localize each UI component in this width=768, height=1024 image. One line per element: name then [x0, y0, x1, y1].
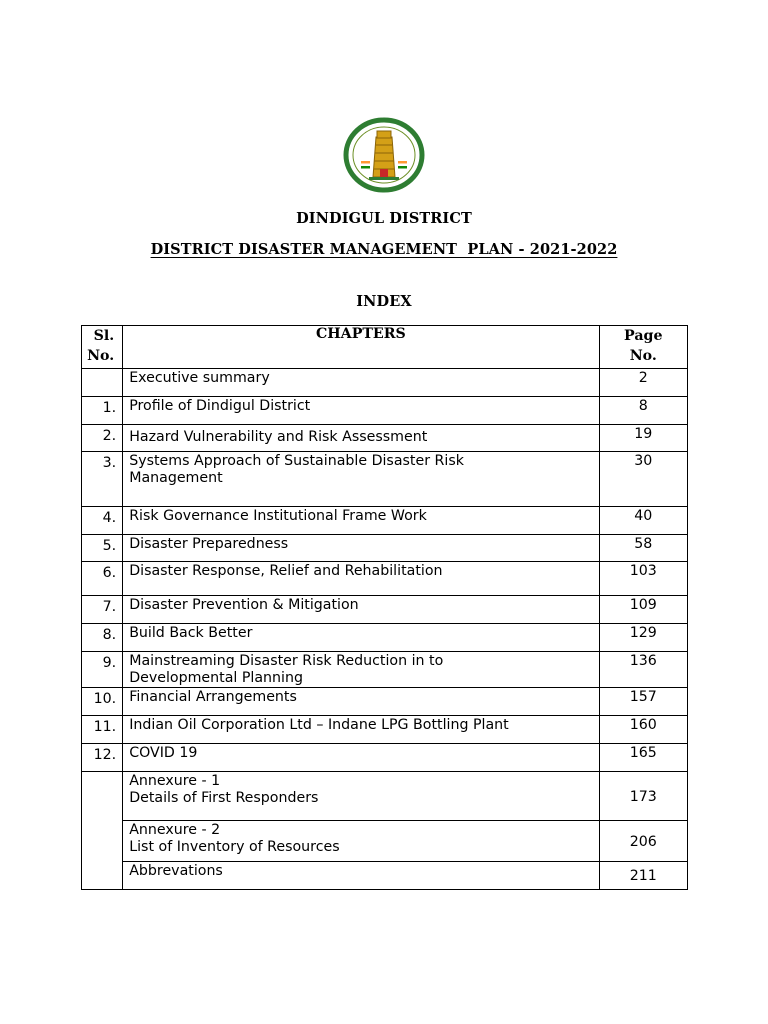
table-row: 12. COVID 19 165: [82, 744, 688, 772]
table-row: 2. Hazard Vulnerability and Risk Assessment 19: [82, 425, 688, 452]
table-row: 9. Mainstreaming Disaster Risk Reduction in to Developmental Planning 136: [82, 652, 688, 688]
table-row: Executive summary 2: [82, 369, 688, 397]
table-row: 6. Disaster Response, Relief and Rehabilitation 103: [82, 562, 688, 596]
table-row: 5. Disaster Preparedness 58: [82, 535, 688, 562]
index-title: INDEX: [356, 293, 412, 310]
annexure-sl-blank: [82, 772, 123, 890]
annexure-row: Annexure - 1 Details of First Responders 173: [82, 772, 688, 821]
sl-no-header: Sl. No.: [82, 326, 123, 369]
table-row: 8. Build Back Better 129: [82, 624, 688, 652]
chapters-header: CHAPTERS: [123, 326, 599, 369]
annexure-row: Annexure - 2 List of Inventory of Resources 206: [82, 821, 688, 862]
table-row: 11. Indian Oil Corporation Ltd – Indane LPG Bottling Plant 160: [82, 716, 688, 744]
table-row: 7. Disaster Prevention & Mitigation 109: [82, 596, 688, 624]
table-header-row: [82, 326, 688, 369]
index-table: [81, 325, 688, 890]
tamil-nadu-emblem-icon: [343, 117, 425, 193]
district-title: DINDIGUL DISTRICT: [296, 210, 472, 227]
table-row: 4. Risk Governance Institutional Frame Work 40: [82, 507, 688, 535]
table-row: 10. Financial Arrangements 157: [82, 688, 688, 716]
plan-title: DISTRICT DISASTER MANAGEMENT PLAN - 2021-2022: [150, 241, 618, 258]
table-row: 1. Profile of Dindigul District 8: [82, 397, 688, 425]
annexure-row: Abbrevations 211: [82, 862, 688, 890]
page-no-header: Page No.: [599, 326, 687, 369]
table-row: 3. Systems Approach of Sustainable Disaster Risk Management 30: [82, 452, 688, 507]
